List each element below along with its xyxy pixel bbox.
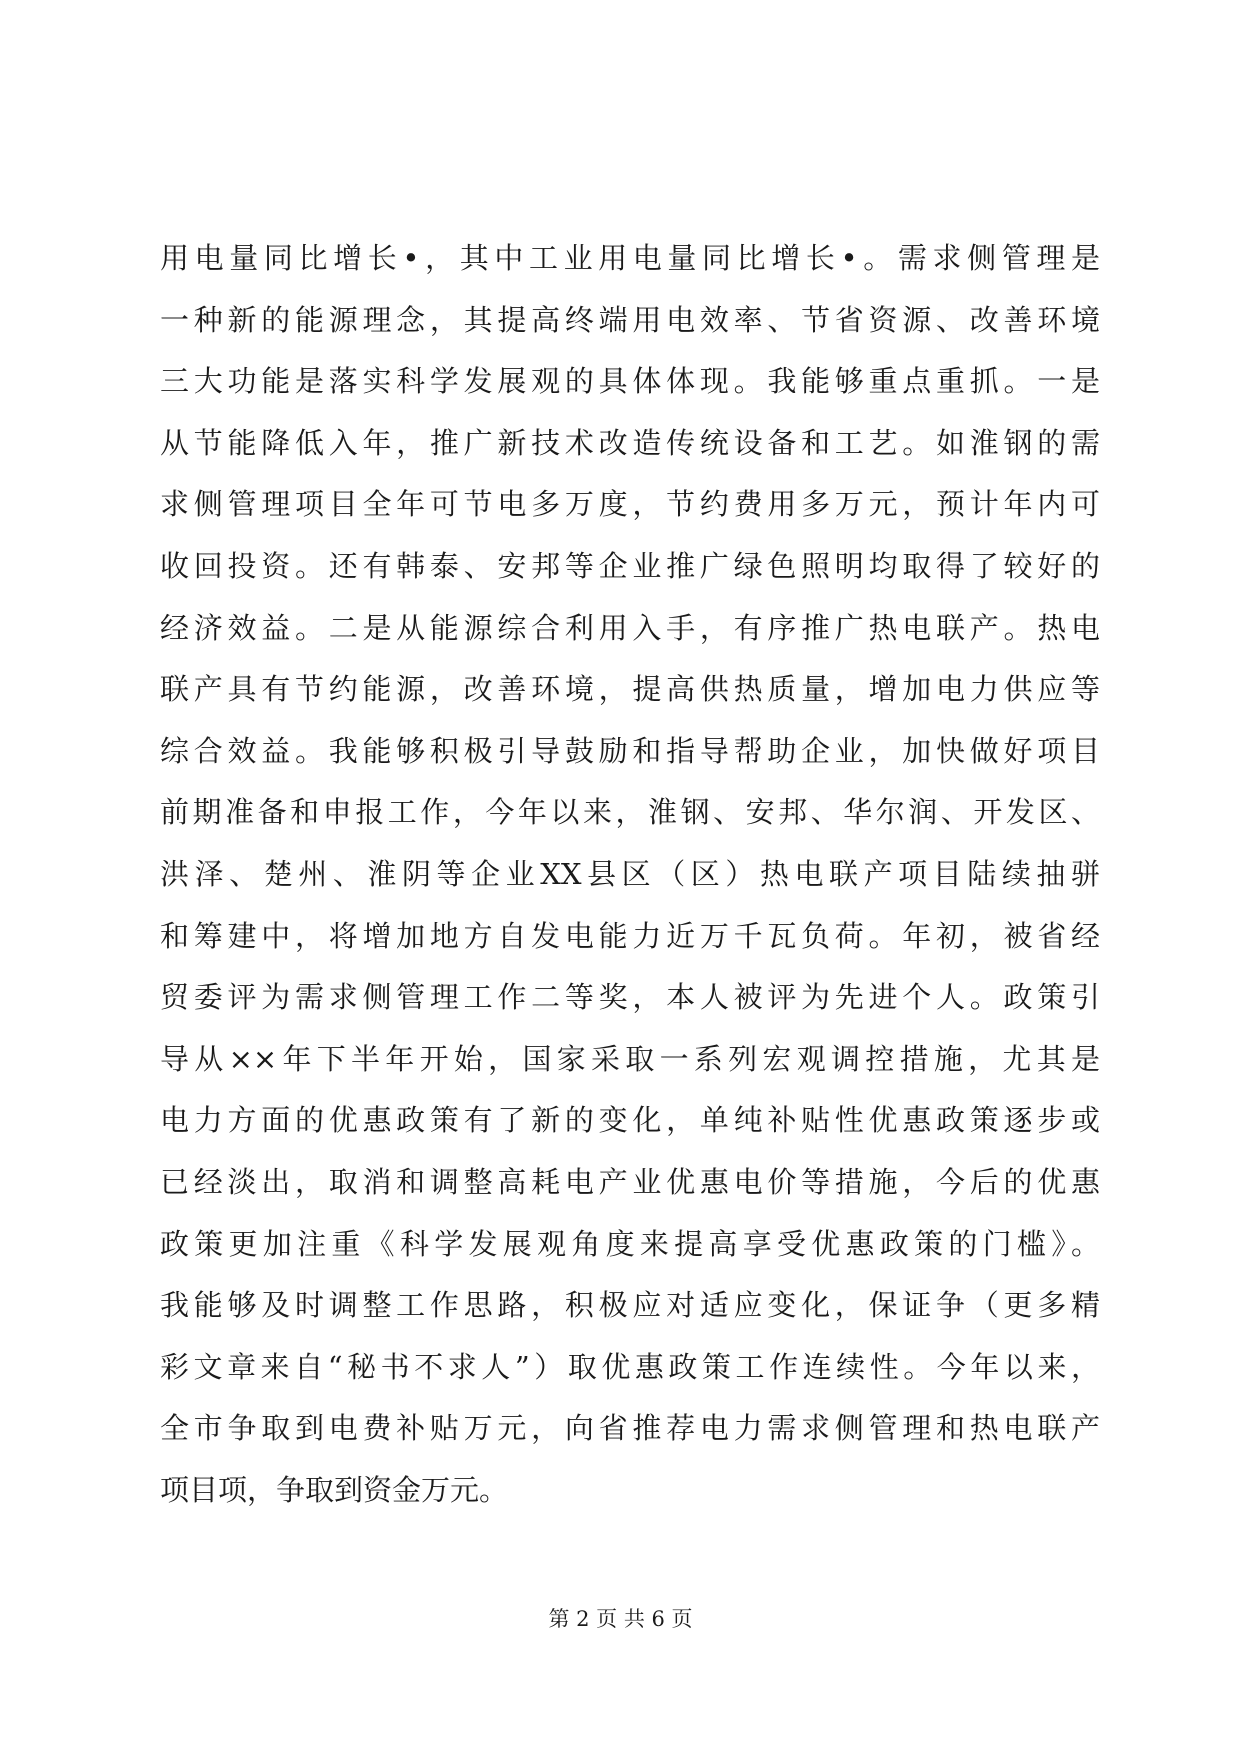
text-line: 贸委评为需求侧管理工作二等奖，本人被评为先进个人。政策引 <box>160 980 1100 1015</box>
text-line: 和筹建中，将增加地方自发电能力近万千瓦负荷。年初，被省经 <box>160 918 1100 953</box>
text-line: 综合效益。我能够积极引导鼓励和指导帮助企业，加快做好项目 <box>160 733 1100 768</box>
text-line: 从节能降低入年，推广新技术改造传统设备和工艺。如淮钢的需 <box>160 425 1100 460</box>
text-line: 全市争取到电费补贴万元，向省推荐电力需求侧管理和热电联产 <box>160 1411 1100 1446</box>
page-number-footer: 第 2 页 共 6 页 <box>548 1607 693 1631</box>
text-line: 一种新的能源理念，其提高终端用电效率、节省资源、改善环境 <box>160 302 1100 337</box>
body-paragraph <box>160 228 1100 1521</box>
text-line: 用电量同比增长•，其中工业用电量同比增长•。需求侧管理是 <box>160 241 1100 275</box>
text-line: 彩文章来自“秘书不求人”）取优惠政策工作连续性。今年以来， <box>160 1349 1100 1384</box>
text-line: 已经淡出，取消和调整高耗电产业优惠电价等措施，今后的优惠 <box>160 1164 1100 1199</box>
text-line: 项目项，争取到资金万元。 <box>160 1472 509 1507</box>
text-line: 导从××年下半年开始，国家采取一系列宏观调控措施，尤其是 <box>160 1041 1100 1076</box>
text-line: 电力方面的优惠政策有了新的变化，单纯补贴性优惠政策逐步或 <box>160 1103 1100 1138</box>
text-line: 收回投资。还有韩泰、安邦等企业推广绿色照明均取得了较好的 <box>160 548 1100 583</box>
text-line: 前期准备和申报工作，今年以来，淮钢、安邦、华尔润、开发区、 <box>160 795 1100 830</box>
text-line: 政策更加注重《科学发展观角度来提高享受优惠政策的门槛》。 <box>160 1226 1100 1261</box>
text-line: 经济效益。二是从能源综合利用入手，有序推广热电联产。热电 <box>160 610 1100 645</box>
text-line: 我能够及时调整工作思路，积极应对适应变化，保证争（更多精 <box>160 1288 1100 1323</box>
text-line: 洪泽、楚州、淮阴等企业XX县区（区）热电联产项目陆续抽骈 <box>160 856 1100 891</box>
text-line: 求侧管理项目全年可节电多万度，节约费用多万元，预计年内可 <box>160 487 1100 522</box>
text-line: 三大功能是落实科学发展观的具体体现。我能够重点重抓。一是 <box>160 364 1100 399</box>
text-line: 联产具有节约能源，改善环境，提高供热质量，增加电力供应等 <box>160 672 1100 707</box>
